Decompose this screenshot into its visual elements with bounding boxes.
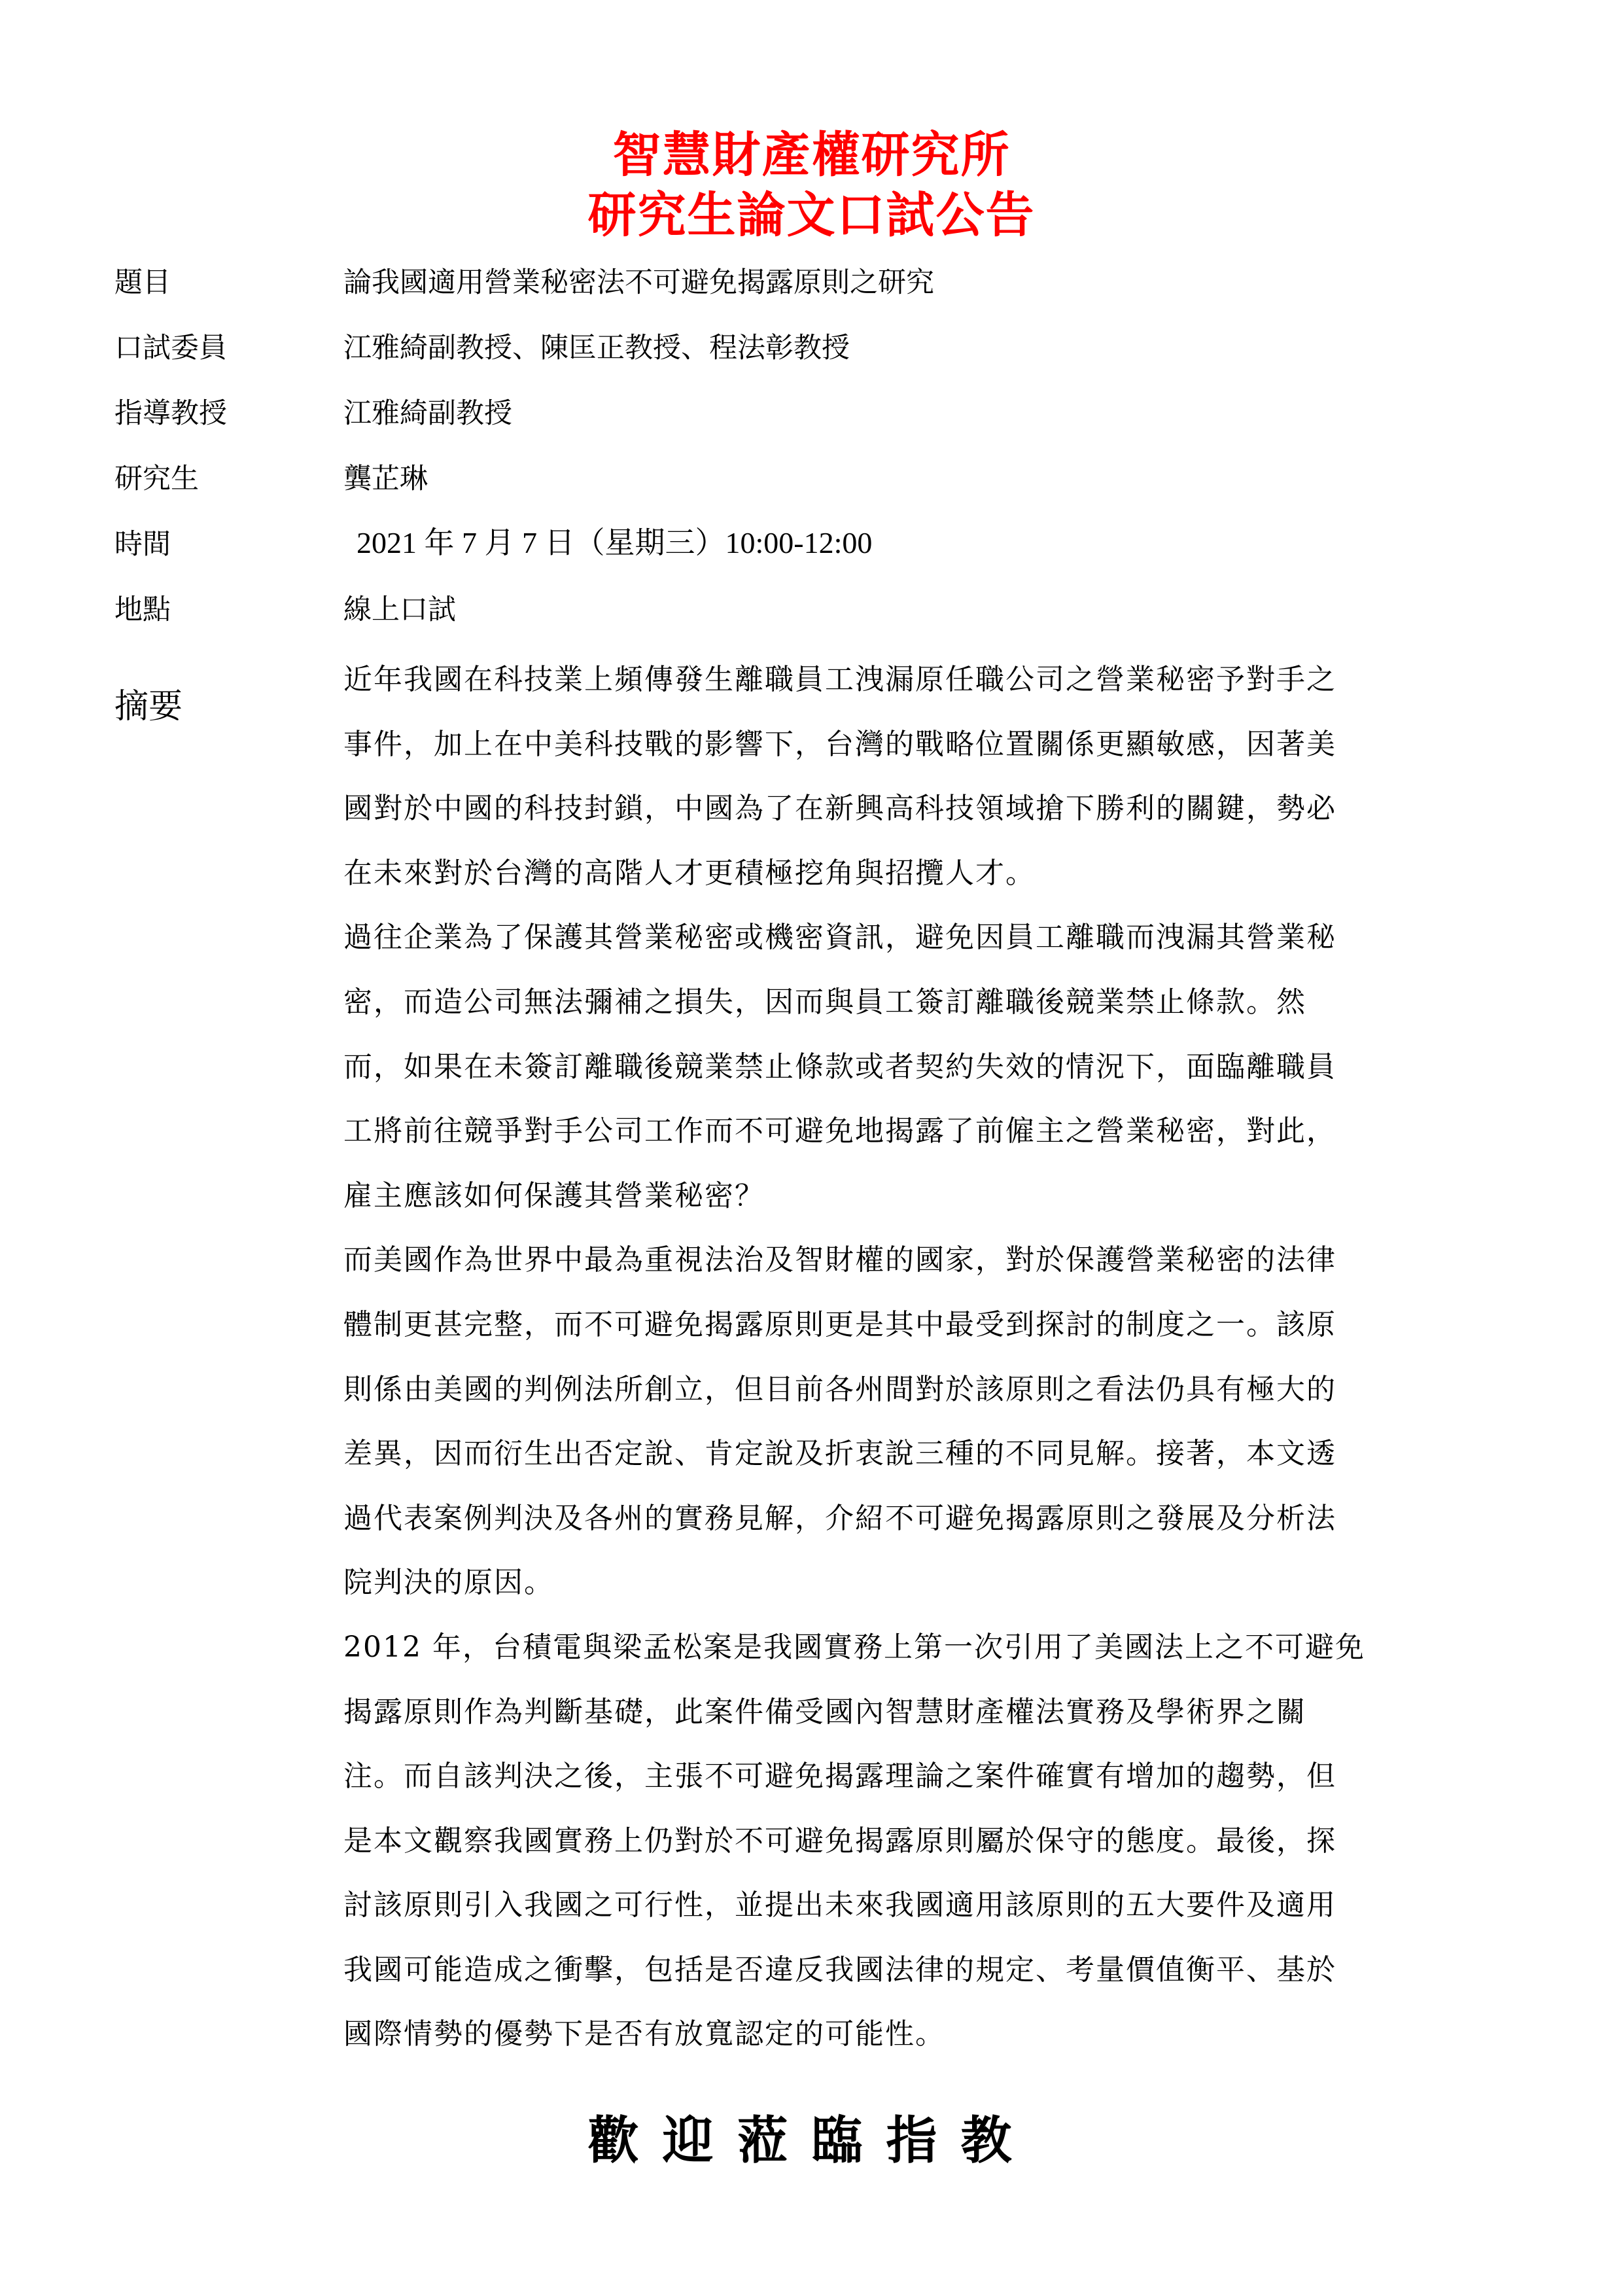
abstract-line: 差異，因而衍生出否定說、肯定說及折衷說三種的不同見解。接著，本文透 [343, 1437, 1336, 1471]
abstract-line: 而，如果在未簽訂離職後競業禁止條款或者契約失效的情況下，面臨離職員 [343, 1050, 1336, 1084]
field-label-student: 研究生 [114, 463, 199, 495]
welcome-footer: 歡迎蒞臨指教 [587, 2111, 1036, 2170]
abstract-line: 工將前往競爭對手公司工作而不可避免地揭露了前僱主之營業秘密，對此， [343, 1114, 1336, 1148]
abstract-body [343, 648, 1433, 2067]
field-value-location: 線上口試 [343, 593, 456, 626]
abstract-line: 2012 年，台積電與梁孟松案是我國實務上第一次引用了美國法上之不可避免 [343, 1630, 1365, 1664]
abstract-label: 摘要 [114, 687, 183, 726]
abstract-line: 國對於中國的科技封鎖，中國為了在新興高科技領域搶下勝利的關鍵，勢必 [343, 792, 1336, 826]
abstract-line: 是本文觀察我國實務上仍對於不可避免揭露原則屬於保守的態度。最後，探 [343, 1824, 1336, 1858]
abstract-line: 事件，加上在中美科技戰的影響下，台灣的戰略位置關係更顯敏感，因著美 [343, 727, 1336, 761]
field-label-advisor: 指導教授 [114, 397, 227, 430]
abstract-paragraph-4 [343, 1616, 1433, 2067]
abstract-line: 我國可能造成之衝擊，包括是否違反我國法律的規定、考量價值衡平、基於 [343, 1952, 1336, 1987]
abstract-line: 則係由美國的判例法所創立，但目前各州間對於該原則之看法仍具有極大的 [343, 1372, 1336, 1406]
field-label-committee: 口試委員 [114, 332, 227, 364]
abstract-paragraph-2 [343, 906, 1433, 1228]
field-value-student: 龔芷琳 [343, 463, 428, 495]
abstract-line: 而美國作為世界中最為重視法治及智財權的國家，對於保護營業秘密的法律 [343, 1243, 1336, 1277]
abstract-line: 國際情勢的優勢下是否有放寬認定的可能性。 [343, 2017, 945, 2051]
abstract-paragraph-3 [343, 1228, 1433, 1616]
field-label-topic: 題目 [114, 266, 171, 299]
abstract-line: 體制更甚完整，而不可避免揭露原則更是其中最受到探討的制度之一。該原 [343, 1307, 1336, 1341]
abstract-line: 雇主應該如何保護其營業秘密？ [343, 1178, 765, 1212]
abstract-line: 在未來對於台灣的高階人才更積極挖角與招攬人才。 [343, 856, 1036, 890]
field-value-advisor: 江雅綺副教授 [343, 397, 512, 430]
field-value-topic: 論我國適用營業秘密法不可避免揭露原則之研究 [343, 266, 934, 299]
abstract-line: 過往企業為了保護其營業秘密或機密資訊，避免因員工離職而洩漏其營業秘 [343, 921, 1336, 955]
announcement-title: 研究生論文口試公告 [587, 187, 1036, 243]
abstract-line: 院判決的原因。 [343, 1566, 554, 1600]
abstract-line: 過代表案例判決及各州的實務見解，介紹不可避免揭露原則之發展及分析法 [343, 1501, 1336, 1535]
field-label-location: 地點 [114, 593, 171, 626]
field-value-time: 2021 年 7 月 7 日（星期三）10:00-12:00 [357, 526, 873, 559]
institute-title: 智慧財產權研究所 [612, 127, 1011, 183]
abstract-line: 揭露原則作為判斷基礎，此案件備受國內智慧財產權法實務及學術界之關 [343, 1695, 1306, 1729]
abstract-line: 注。而自該判決之後，主張不可避免揭露理論之案件確實有增加的趨勢，但 [343, 1759, 1336, 1793]
field-value-committee: 江雅綺副教授、陳匡正教授、程法彰教授 [343, 332, 850, 364]
abstract-line: 密，而造公司無法彌補之損失，因而與員工簽訂離職後競業禁止條款。然 [343, 985, 1306, 1019]
field-label-time: 時間 [114, 528, 171, 561]
abstract-line: 討該原則引入我國之可行性，並提出未來我國適用該原則的五大要件及適用 [343, 1888, 1336, 1922]
abstract-paragraph-1 [343, 648, 1433, 906]
abstract-line: 近年我國在科技業上頻傳發生離職員工洩漏原任職公司之營業秘密予對手之 [343, 663, 1336, 696]
